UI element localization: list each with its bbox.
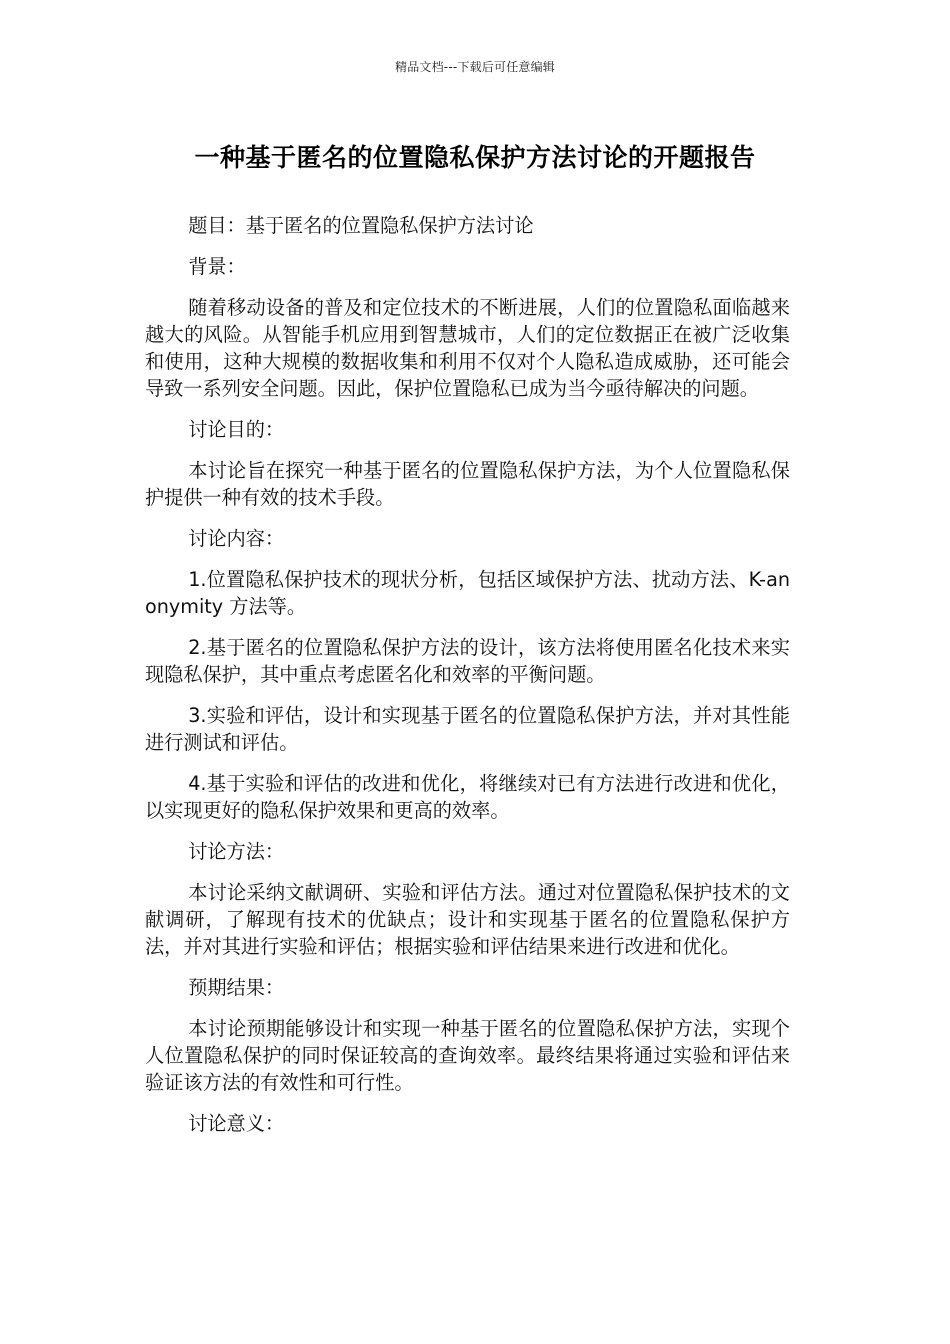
heading-method: 讨论方法： [188, 840, 285, 863]
paragraph-purpose: 本讨论旨在探究一种基于匿名的位置隐私保护方法，为个人位置隐私保护提供一种有效的技术手段。 [145, 459, 790, 509]
heading-content: 讨论内容： [188, 527, 285, 550]
header-note: 精品文档---下载后可任意编辑 [395, 60, 555, 74]
paragraph-topic: 题目：基于匿名的位置隐私保护方法讨论 [188, 214, 534, 237]
paragraph-content-3: 3.实验和评估，设计和实现基于匿名的位置隐私保护方法，并对其性能进行测试和评估。 [145, 704, 790, 754]
heading-significance: 讨论意义： [188, 1112, 285, 1135]
paragraph-method: 本讨论采纳文献调研、实验和评估方法。通过对位置隐私保护技术的文献调研，了解现有技术的优缺点；设计和实现基于匿名的位置隐私保护方法，并对其进行实验和评估；根据实验和评估结果来进行改进和优化。 [145, 881, 790, 958]
paragraph-expected-results: 本讨论预期能够设计和实现一种基于匿名的位置隐私保护方法，实现个人位置隐私保护的同时保证较高的查询效率。最终结果将通过实验和评估来验证该方法的有效性和可行性。 [145, 1017, 790, 1094]
paragraph-content-4: 4.基于实验和评估的改进和优化，将继续对已有方法进行改进和优化，以实现更好的隐私保护效果和更高的效率。 [145, 772, 790, 822]
paragraph-content-1: 1.位置隐私保护技术的现状分析，包括区域保护方法、扰动方法、K-anonymity 方法等。 [145, 568, 790, 618]
document-body [145, 212, 790, 1151]
heading-background: 背景： [188, 255, 246, 278]
paragraph-background: 随着移动设备的普及和定位技术的不断进展，人们的位置隐私面临越来越大的风险。从智能手机应用到智慧城市，人们的定位数据正在被广泛收集和使用，这种大规模的数据收集和利用不仅对个人隐私造成威胁，还可能会导致一系列安全问题。因此，保护位置隐私已成为当今亟待解决的问题。 [145, 296, 790, 400]
page-title: 一种基于匿名的位置隐私保护方法讨论的开题报告 [194, 143, 756, 172]
heading-expected-results: 预期结果： [188, 976, 285, 999]
heading-purpose: 讨论目的： [188, 418, 285, 441]
paragraph-content-2: 2.基于匿名的位置隐私保护方法的设计，该方法将使用匿名化技术来实现隐私保护，其中重点考虑匿名化和效率的平衡问题。 [145, 636, 790, 686]
